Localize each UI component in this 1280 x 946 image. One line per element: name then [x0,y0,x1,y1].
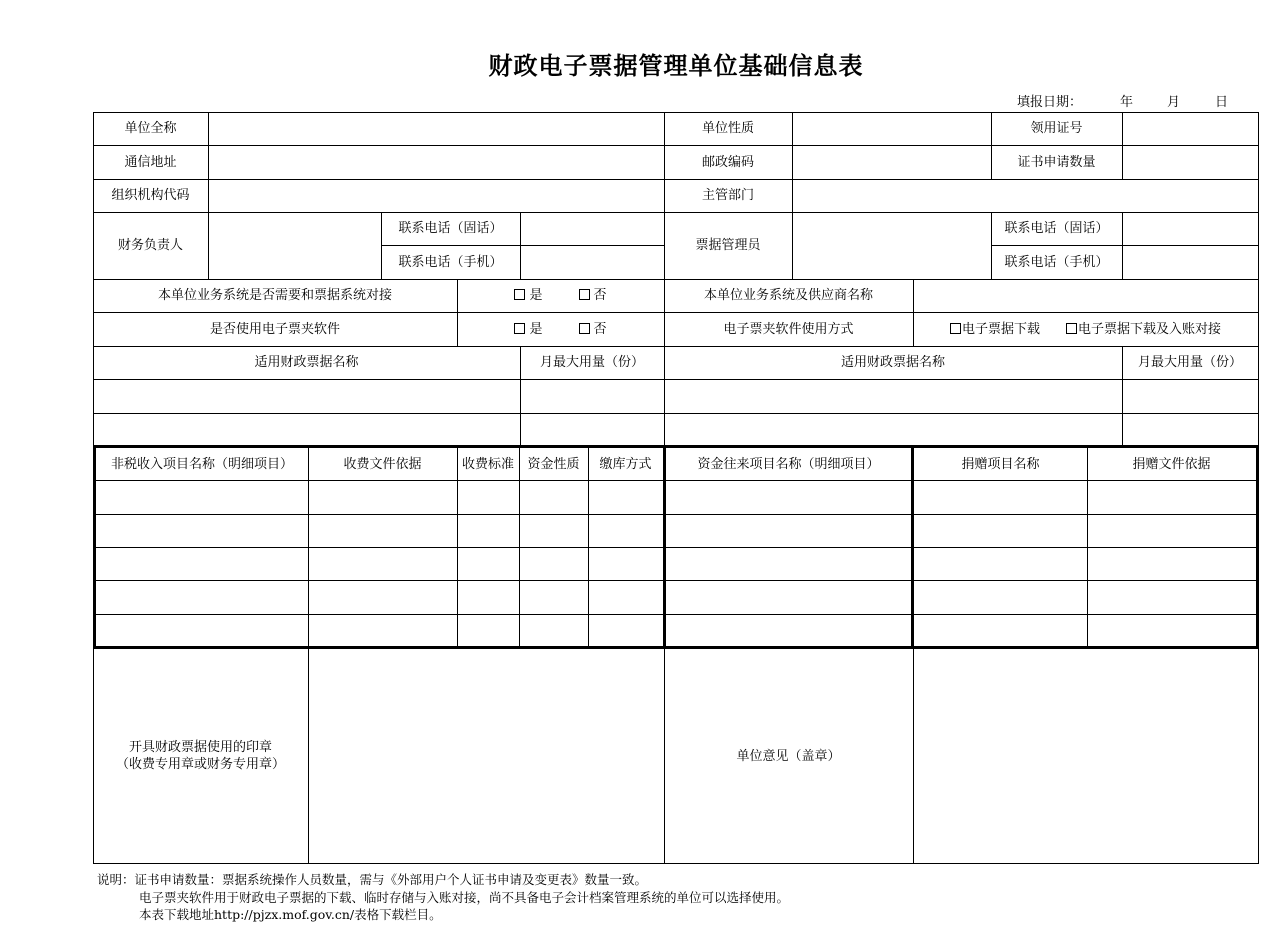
bill-name-entry[interactable] [93,379,520,413]
wallet-mode-download[interactable] [950,321,1040,338]
detail-row[interactable] [96,548,1256,580]
label-address: 通信地址 [124,154,177,170]
header-fee-standard: 收费标准 [461,456,514,472]
header-fee-basis: 收费文件依据 [343,456,422,472]
system-dock-options [457,279,664,312]
label-supervisor-dept: 主管部门 [701,188,754,203]
header-donation-basis: 捐赠文件依据 [1132,456,1211,472]
label-unit-nature: 单位性质 [701,121,754,136]
system-vendor-field[interactable] [913,279,1258,312]
yes-label: 是 [529,321,543,337]
header-donation-item: 捐赠项目名称 [961,456,1040,472]
supervisor-dept-field[interactable] [792,179,1258,212]
label-system-vendor: 本单位业务系统及供应商名称 [703,288,873,303]
wallet-mode-download-reconcile[interactable] [1066,321,1221,338]
checkbox-icon [514,323,525,334]
checkbox-icon [579,289,590,300]
no-label: 否 [593,321,607,337]
date-label: 填报日期： [1017,95,1083,110]
label-bill-name-right: 适用财政票据名称 [840,355,945,370]
label-bill-name-left: 适用财政票据名称 [254,355,359,370]
monthly-max-entry[interactable] [520,413,664,446]
header-payment-method: 缴库方式 [599,456,652,472]
header-fund-item: 资金往来项目名称（明细项目） [697,456,880,472]
seal-line-2: （收费专用章或财务专用章） [115,757,285,772]
bill-name-entry[interactable] [93,413,520,446]
date-year: 年 [1120,95,1134,110]
detail-row[interactable] [96,515,1256,547]
seal-area[interactable] [308,649,664,863]
checkbox-icon [1066,323,1077,334]
finance-mobile-field[interactable] [520,245,664,279]
detail-row[interactable] [96,481,1256,514]
label-unit-name: 单位全称 [124,121,177,136]
bill-name-entry[interactable] [664,379,1122,413]
page-title: 财政电子票据管理单位基础信息表 [488,52,864,80]
cert-apply-count-field[interactable] [1122,145,1258,179]
bill-admin-field[interactable] [792,212,991,279]
label-use-wallet: 是否使用电子票夹软件 [209,321,340,337]
org-code-field[interactable] [208,179,664,212]
use-wallet-options [457,312,664,346]
header-fund-nature: 资金性质 [527,456,580,472]
date-month: 月 [1167,95,1181,110]
label-postal-code: 邮政编码 [701,154,754,170]
checkbox-icon [579,323,590,334]
label-monthly-max-right: 月最大用量（份） [1137,355,1242,370]
use-wallet-no[interactable] [579,321,607,338]
unit-nature-field[interactable] [792,112,991,145]
unit-opinion-area[interactable] [913,649,1258,863]
admin-landline-field[interactable] [1122,212,1258,245]
checkbox-icon [514,289,525,300]
label-finance-landline: 联系电话（固话） [398,221,503,236]
mode-reconcile-label: 电子票据下载及入账对接 [1078,321,1222,337]
monthly-max-entry[interactable] [1122,413,1258,446]
label-seal [93,649,308,863]
checkbox-icon [950,323,961,334]
label-admin-landline: 联系电话（固话） [1004,221,1109,236]
label-bill-admin: 票据管理员 [695,238,761,253]
label-cert-used: 领用证号 [1030,121,1083,136]
label-finance-mobile: 联系电话（手机） [398,254,503,270]
finance-landline-field[interactable] [520,212,664,245]
label-monthly-max-left: 月最大用量（份） [539,355,644,370]
label-unit-opinion: 单位意见（盖章） [736,748,841,764]
note-line-1: 说明：证书申请数量：票据系统操作人员数量，需与《外部用户个人证书申请及变更表》数量一致。 [97,872,648,887]
grid-line [93,863,1259,864]
date-day: 日 [1215,95,1229,110]
use-wallet-yes[interactable] [514,321,542,338]
mode-download-label: 电子票据下载 [961,321,1040,337]
grid-line [1256,445,1259,649]
address-field[interactable] [208,145,664,179]
detail-row[interactable] [96,581,1256,614]
header-nontax-item: 非税收入项目名称（明细项目） [110,456,293,472]
system-dock-yes[interactable] [514,287,542,304]
label-wallet-mode: 电子票夹软件使用方式 [723,321,854,337]
yes-label: 是 [529,288,543,303]
finance-head-field[interactable] [208,212,381,279]
label-system-dock: 本单位业务系统是否需要和票据系统对接 [157,288,392,303]
note-line-2: 电子票夹软件用于财政电子票据的下载、临时存储与入账对接，尚不具备电子会计档案管理系统的单位可以选择使用。 [139,889,790,905]
unit-name-field[interactable] [208,112,664,145]
notes [97,871,789,924]
monthly-max-entry[interactable] [520,379,664,413]
note-line-3: 本表下载地址http://pjzx.mof.gov.cn/表格下载栏目。 [139,907,442,922]
label-admin-mobile: 联系电话（手机） [1004,254,1109,270]
cert-used-field[interactable] [1122,112,1258,145]
wallet-mode-options [913,312,1258,346]
monthly-max-entry[interactable] [1122,379,1258,413]
label-org-code: 组织机构代码 [111,188,190,203]
bill-name-entry[interactable] [664,413,1122,446]
detail-row[interactable] [96,615,1256,646]
seal-line-1: 开具财政票据使用的印章 [128,740,272,755]
no-label: 否 [593,288,607,303]
label-finance-head: 财务负责人 [117,238,183,253]
admin-mobile-field[interactable] [1122,245,1258,279]
system-dock-no[interactable] [579,287,607,304]
postal-code-field[interactable] [792,145,991,179]
label-cert-apply-count: 证书申请数量 [1017,154,1096,170]
